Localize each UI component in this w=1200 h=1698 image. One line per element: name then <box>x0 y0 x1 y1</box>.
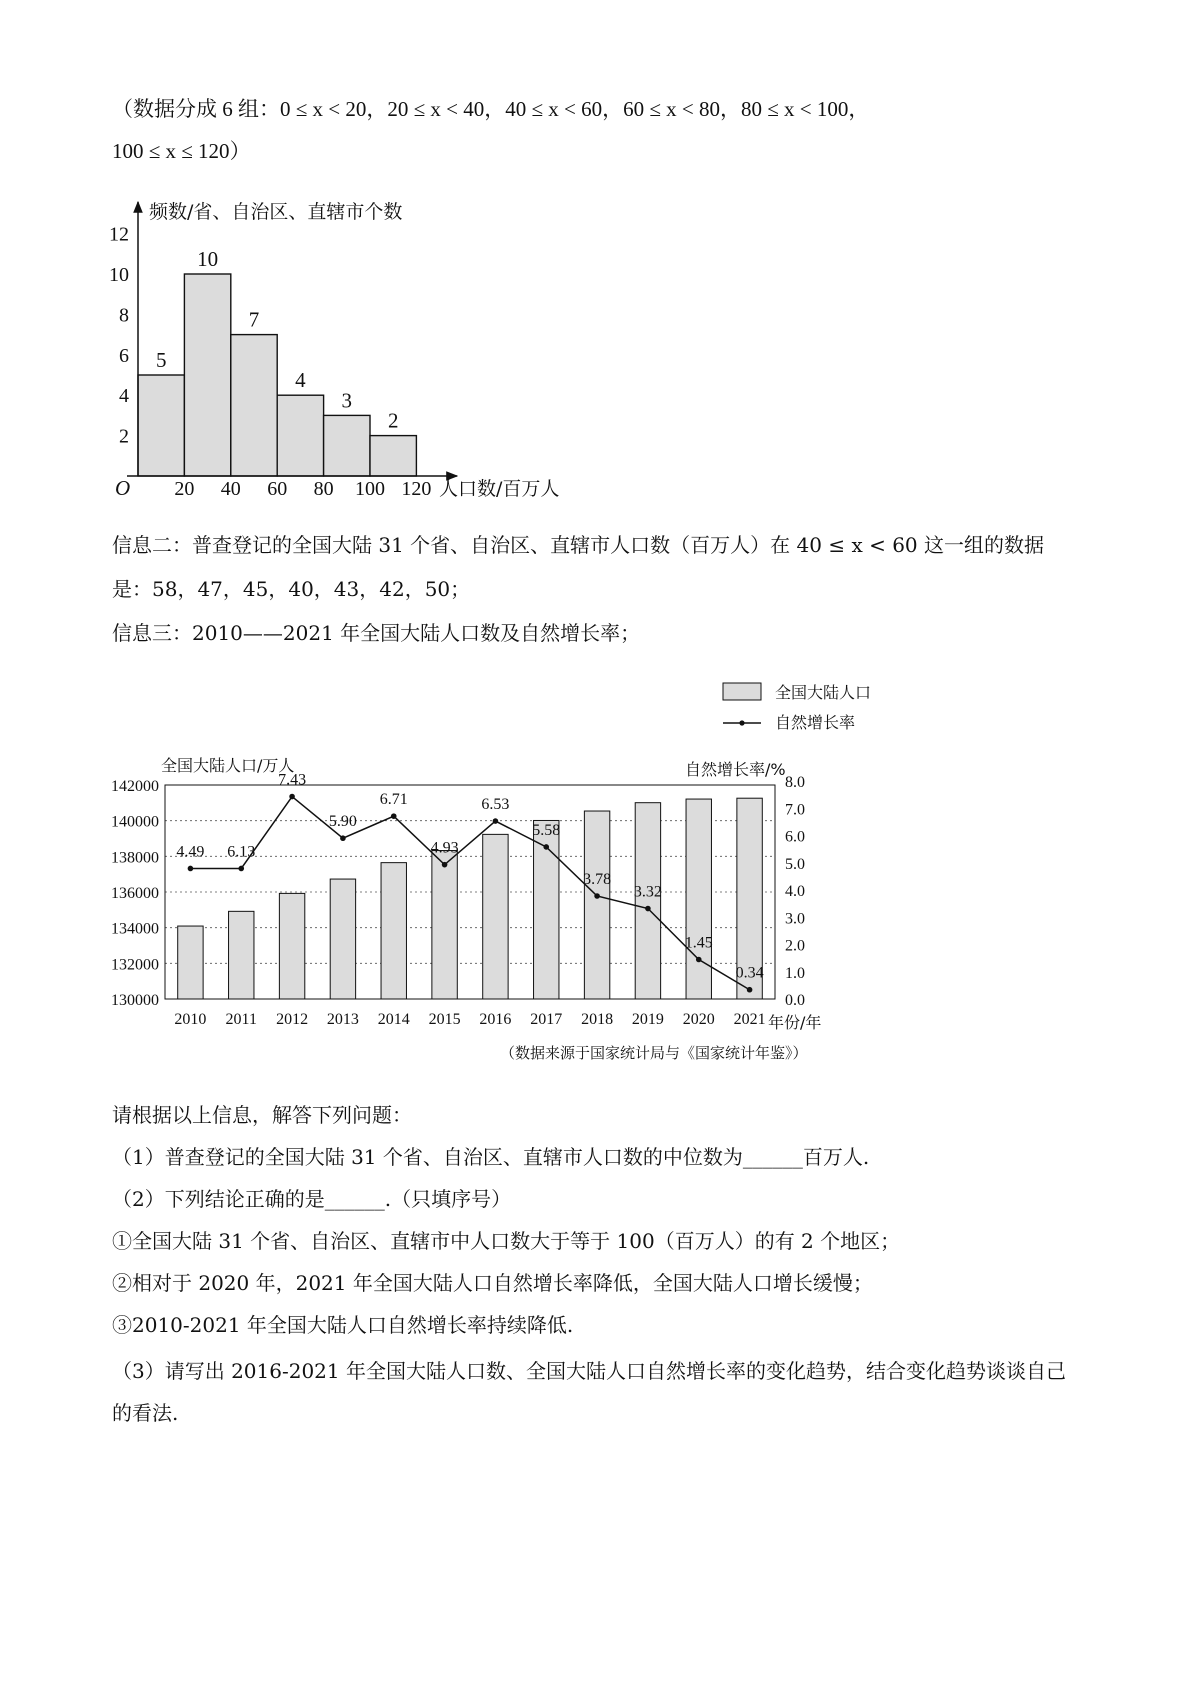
histogram-y-tick-label: 10 <box>109 264 129 286</box>
population-bar <box>635 803 660 999</box>
sep: ， <box>484 97 506 121</box>
left-axis-tick-label: 140000 <box>111 813 159 831</box>
legend-bar-label: 全国大陆人口 <box>775 683 872 702</box>
growth-rate-point <box>442 862 448 868</box>
histogram-bar <box>277 395 323 476</box>
growth-rate-point <box>391 813 397 819</box>
histogram-origin: O <box>115 476 131 498</box>
year-tick-label: 2018 <box>581 1011 614 1028</box>
question-2: （2）下列结论正确的是______.（只填序号） <box>112 1187 512 1211</box>
growth-rate-point <box>645 906 651 912</box>
right-axis-tick-label: 7.0 <box>785 801 805 819</box>
population-bar <box>279 893 304 999</box>
growth-rate-label: 5.58 <box>532 821 561 839</box>
growth-rate-label: 4.49 <box>176 843 205 861</box>
growth-rate-label: 3.78 <box>583 870 612 888</box>
histogram-bar-label: 5 <box>155 348 167 372</box>
left-axis-label: 全国大陆人口/万人 <box>161 756 295 775</box>
right-axis-tick-label: 2.0 <box>785 937 805 955</box>
sep: ， <box>848 97 870 121</box>
legend-line-label: 自然增长率 <box>775 713 856 732</box>
left-axis-tick-label: 142000 <box>111 778 159 795</box>
histogram-bar-label: 2 <box>387 408 399 433</box>
year-tick-label: 2012 <box>276 1011 309 1028</box>
histogram-bars <box>138 247 416 476</box>
left-axis-tick-label: 136000 <box>111 885 159 902</box>
sep: ， <box>366 97 388 121</box>
right-axis-tick-label: 3.0 <box>785 910 805 928</box>
growth-rate-label: 6.13 <box>227 843 256 861</box>
info2-line-1: 信息二：普查登记的全国大陆 31 个省、自治区、直辖市人口数（百万人）在 40 ≤ x < 60 这一组的数据 <box>112 533 1045 557</box>
year-tick-label: 2013 <box>326 1011 359 1028</box>
left-axis-tick-label: 134000 <box>111 920 159 938</box>
histogram-bar-label: 4 <box>295 368 306 393</box>
year-tick-label: 2020 <box>682 1011 715 1028</box>
histogram-bar-label: 3 <box>341 388 353 413</box>
growth-rate-label: 5.90 <box>328 813 357 831</box>
growth-rate-label: 7.43 <box>278 771 307 789</box>
histogram-x-tick-label: 60 <box>267 478 288 498</box>
population-bar <box>583 811 612 999</box>
histogram-x-tick-label: 100 <box>355 478 385 498</box>
population-bars <box>178 798 763 999</box>
questions-intro: 请根据以上信息，解答下列问题： <box>112 1103 412 1127</box>
histogram-y-tick-label: 4 <box>119 385 129 408</box>
intro-prefix: （数据分成 6 组： <box>112 97 280 121</box>
growth-rate-point <box>238 866 244 872</box>
histogram-bar-label: 7 <box>248 307 260 332</box>
year-ticks <box>174 1011 765 1028</box>
group-3: 40 ≤ x < 60 <box>505 97 603 121</box>
question-3-line-1: （3）请写出 2016-2021 年全国大陆人口数、全国大陆人口自然增长率的变化趋势，结合变化趋势谈谈自己 <box>112 1359 1066 1383</box>
population-bar <box>178 926 203 999</box>
question-3-line-2: 的看法. <box>112 1401 179 1425</box>
intro-suffix: ） <box>229 139 251 163</box>
growth-rate-point <box>289 794 295 800</box>
intro-groups-line-2 <box>112 136 251 166</box>
growth-rate-point <box>188 866 194 872</box>
population-growth-chart <box>95 665 935 1105</box>
year-tick-label: 2017 <box>530 1011 563 1028</box>
histogram-x-tick-label: 40 <box>220 478 241 498</box>
statement-3: ③2010-2021 年全国大陆人口自然增长率持续降低. <box>112 1313 574 1337</box>
year-tick-label: 2011 <box>225 1011 257 1028</box>
info3-line-1: 信息三：2010——2021 年全国大陆人口数及自然增长率； <box>112 621 641 645</box>
left-axis-tick-label: 130000 <box>111 992 159 1009</box>
population-bar <box>229 911 254 999</box>
growth-rate-point <box>747 987 753 993</box>
question-1: （1）普查登记的全国大陆 31 个省、自治区、直辖市人口数的中位数为______百万人. <box>112 1145 870 1169</box>
histogram-bar <box>138 375 184 476</box>
growth-rate-label: 6.53 <box>481 796 510 814</box>
year-tick-label: 2021 <box>733 1011 766 1028</box>
sep: ， <box>602 97 624 121</box>
histogram-x-tick-label: 120 <box>401 478 432 498</box>
right-axis-tick-label: 5.0 <box>785 855 805 873</box>
right-axis-label: 自然增长率/% <box>685 760 786 779</box>
left-axis-tick-label: 138000 <box>111 849 159 867</box>
year-tick-label: 2010 <box>174 1011 207 1028</box>
intro-groups-line-1 <box>112 94 869 124</box>
population-histogram <box>105 198 665 498</box>
histogram-y-tick-label: 12 <box>109 223 129 246</box>
left-axis-ticks <box>111 778 159 1009</box>
right-axis-tick-label: 1.0 <box>785 964 805 982</box>
right-axis-tick-label: 6.0 <box>785 828 805 846</box>
histogram-bar <box>324 415 370 476</box>
statement-2: ②相对于 2020 年，2021 年全国大陆人口自然增长率降低，全国大陆人口增长缓慢； <box>112 1271 873 1295</box>
group-2: 20 ≤ x < 40 <box>387 97 485 121</box>
statement-1: ①全国大陆 31 个省、自治区、直辖市中人口数大于等于 100（百万人）的有 2 个地区； <box>112 1229 901 1253</box>
histogram-bar-label: 10 <box>197 247 219 271</box>
growth-rate-labels <box>176 772 763 982</box>
histogram-y-label: 频数/省、自治区、直辖市个数 <box>149 201 403 223</box>
info2-line-2: 是：58，47，45，40，43，42，50； <box>112 577 471 601</box>
histogram-x-ticks <box>174 478 431 498</box>
histogram-y-tick-label: 8 <box>119 304 129 327</box>
source-note: （数据来源于国家统计局与《国家统计年鉴》） <box>500 1044 808 1062</box>
right-axis-tick-label: 0.0 <box>785 992 805 1009</box>
group-6: 100 ≤ x ≤ 120 <box>112 139 230 163</box>
histogram-x-tick-label: 20 <box>174 478 195 498</box>
chart-legend <box>723 683 871 732</box>
year-tick-label: 2014 <box>377 1011 410 1028</box>
right-axis-tick-label: 8.0 <box>785 774 805 791</box>
group-4: 60 ≤ x < 80 <box>623 97 720 121</box>
population-bar <box>432 851 457 999</box>
growth-rate-point <box>543 844 549 850</box>
growth-rate-label: 4.93 <box>430 839 459 857</box>
histogram-bar <box>184 274 230 476</box>
histogram-y-tick-label: 2 <box>119 425 129 448</box>
growth-rate-point <box>594 893 600 899</box>
legend-line-marker <box>739 720 744 725</box>
growth-rate-point <box>340 835 346 841</box>
population-bar <box>483 834 508 999</box>
histogram-x-label: 人口数/百万人 <box>439 478 560 498</box>
population-bar <box>381 863 406 999</box>
histogram-y-tick-label: 6 <box>119 344 129 367</box>
growth-rate-point <box>493 818 499 824</box>
population-bar <box>686 799 711 999</box>
right-axis-ticks <box>785 774 805 1009</box>
histogram-x-tick-label: 80 <box>313 478 334 498</box>
group-1: 0 ≤ x < 20 <box>280 97 367 121</box>
sep: ， <box>720 97 741 121</box>
year-tick-label: 2019 <box>631 1011 664 1028</box>
growth-rate-point <box>696 957 702 963</box>
year-tick-label: 2016 <box>479 1011 512 1028</box>
legend-bar-swatch <box>723 683 761 700</box>
histogram-y-ticks <box>109 224 129 448</box>
left-axis-tick-label: 132000 <box>111 956 159 974</box>
growth-rate-line <box>190 797 749 990</box>
growth-rate-label: 3.32 <box>633 883 662 901</box>
population-bar <box>330 879 355 999</box>
growth-rate-label: 6.71 <box>379 791 408 809</box>
year-tick-label: 2015 <box>428 1011 461 1028</box>
histogram-bar <box>231 335 277 476</box>
x-axis-label: 年份/年 <box>768 1013 822 1032</box>
chart-gridlines <box>165 785 775 963</box>
group-5: 80 ≤ x < 100 <box>741 97 849 121</box>
histogram-bar <box>370 436 416 476</box>
right-axis-tick-label: 4.0 <box>785 883 805 900</box>
growth-rate-label: 1.45 <box>684 934 713 952</box>
growth-rate-label: 0.34 <box>735 964 764 982</box>
